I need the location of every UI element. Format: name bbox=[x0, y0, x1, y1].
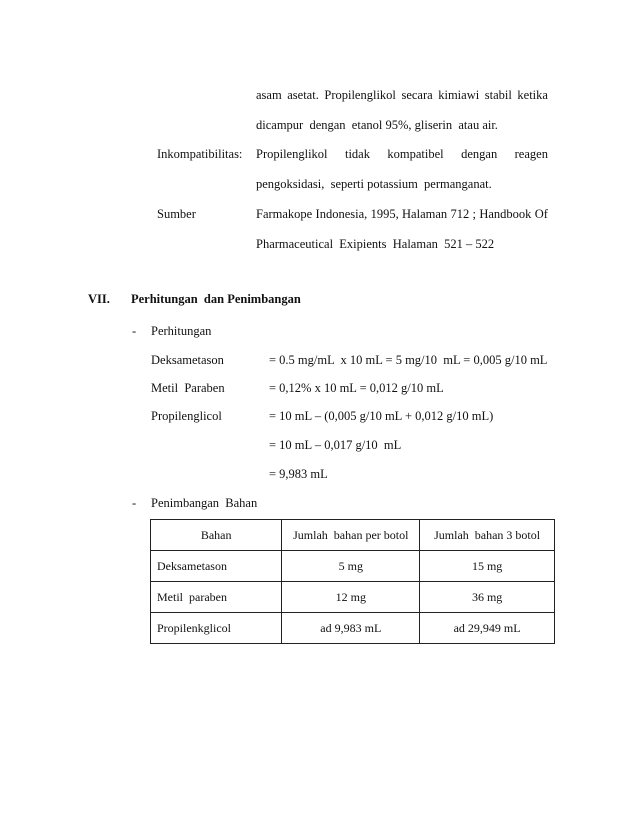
word: Of bbox=[534, 207, 548, 221]
incompat-label: Inkompatibilitas: bbox=[157, 147, 243, 161]
incompat-line-1 bbox=[256, 147, 548, 162]
word: 1995, bbox=[370, 207, 399, 221]
table-cell: 15 mg bbox=[420, 551, 555, 582]
continuation-line-2: dicampur dengan etanol 95%, gliserin atau air. bbox=[256, 118, 498, 132]
calc-bullet: - bbox=[132, 324, 137, 338]
table-cell: 12 mg bbox=[282, 582, 420, 613]
word: Farmakope bbox=[256, 207, 313, 221]
word: kimiawi bbox=[438, 88, 480, 102]
table-cell: 5 mg bbox=[282, 551, 420, 582]
source-label: Sumber bbox=[157, 207, 196, 221]
table-row bbox=[151, 582, 555, 613]
word: stabil bbox=[484, 88, 512, 102]
word: secara bbox=[401, 88, 433, 102]
table-header-row bbox=[151, 520, 555, 551]
word: asetat. bbox=[287, 88, 319, 102]
word: reagen bbox=[514, 147, 548, 161]
word: ; bbox=[472, 207, 477, 221]
weighing-table bbox=[150, 519, 555, 644]
word: ketika bbox=[517, 88, 548, 102]
word: Indonesia, bbox=[315, 207, 368, 221]
calc-value: = 10 mL – 0,017 g/10 mL bbox=[269, 438, 402, 452]
word: Halaman bbox=[402, 207, 448, 221]
table-cell: Propilenkglicol bbox=[151, 613, 282, 644]
source-line-1 bbox=[256, 207, 548, 222]
table-row bbox=[151, 613, 555, 644]
calc-label: Metil Paraben bbox=[151, 381, 225, 395]
table-cell: Metil paraben bbox=[151, 582, 282, 613]
word: asam bbox=[256, 88, 282, 102]
calc-value: = 0,12% x 10 mL = 0,012 g/10 mL bbox=[269, 381, 444, 395]
table-header: Bahan bbox=[151, 520, 282, 551]
word: Propilenglikol bbox=[324, 88, 396, 102]
calc-label: Deksametason bbox=[151, 353, 224, 367]
calc-label: Propilenglicol bbox=[151, 409, 222, 423]
calc-value: = 10 mL – (0,005 g/10 mL + 0,012 g/10 mL) bbox=[269, 409, 494, 423]
word: dengan bbox=[461, 147, 498, 161]
calc-value: = 0.5 mg/mL x 10 mL = 5 mg/10 mL = 0,005 g/10 mL bbox=[269, 353, 548, 367]
table-header: Jumlah bahan 3 botol bbox=[420, 520, 555, 551]
table-row bbox=[151, 551, 555, 582]
table-cell: ad 9,983 mL bbox=[282, 613, 420, 644]
word: Handbook bbox=[479, 207, 532, 221]
table-cell: ad 29,949 mL bbox=[420, 613, 555, 644]
table-cell: 36 mg bbox=[420, 582, 555, 613]
word: kompatibel bbox=[387, 147, 444, 161]
continuation-line-1 bbox=[256, 88, 548, 103]
section-number: VII. bbox=[88, 292, 110, 306]
calc-value: = 9,983 mL bbox=[269, 467, 328, 481]
weighing-heading: Penimbangan Bahan bbox=[151, 496, 258, 510]
section-title: Perhitungan dan Penimbangan bbox=[131, 292, 301, 306]
word: tidak bbox=[344, 147, 370, 161]
incompat-line-2: pengoksidasi, seperti potassium permanganat. bbox=[256, 177, 492, 191]
table-header: Jumlah bahan per botol bbox=[282, 520, 420, 551]
weighing-bullet: - bbox=[132, 496, 137, 510]
calc-heading: Perhitungan bbox=[151, 324, 212, 338]
word: Propilenglikol bbox=[256, 147, 328, 161]
source-line-2: Pharmaceutical Exipients Halaman 521 – 522 bbox=[256, 237, 495, 251]
word: 712 bbox=[450, 207, 470, 221]
table-cell: Deksametason bbox=[151, 551, 282, 582]
